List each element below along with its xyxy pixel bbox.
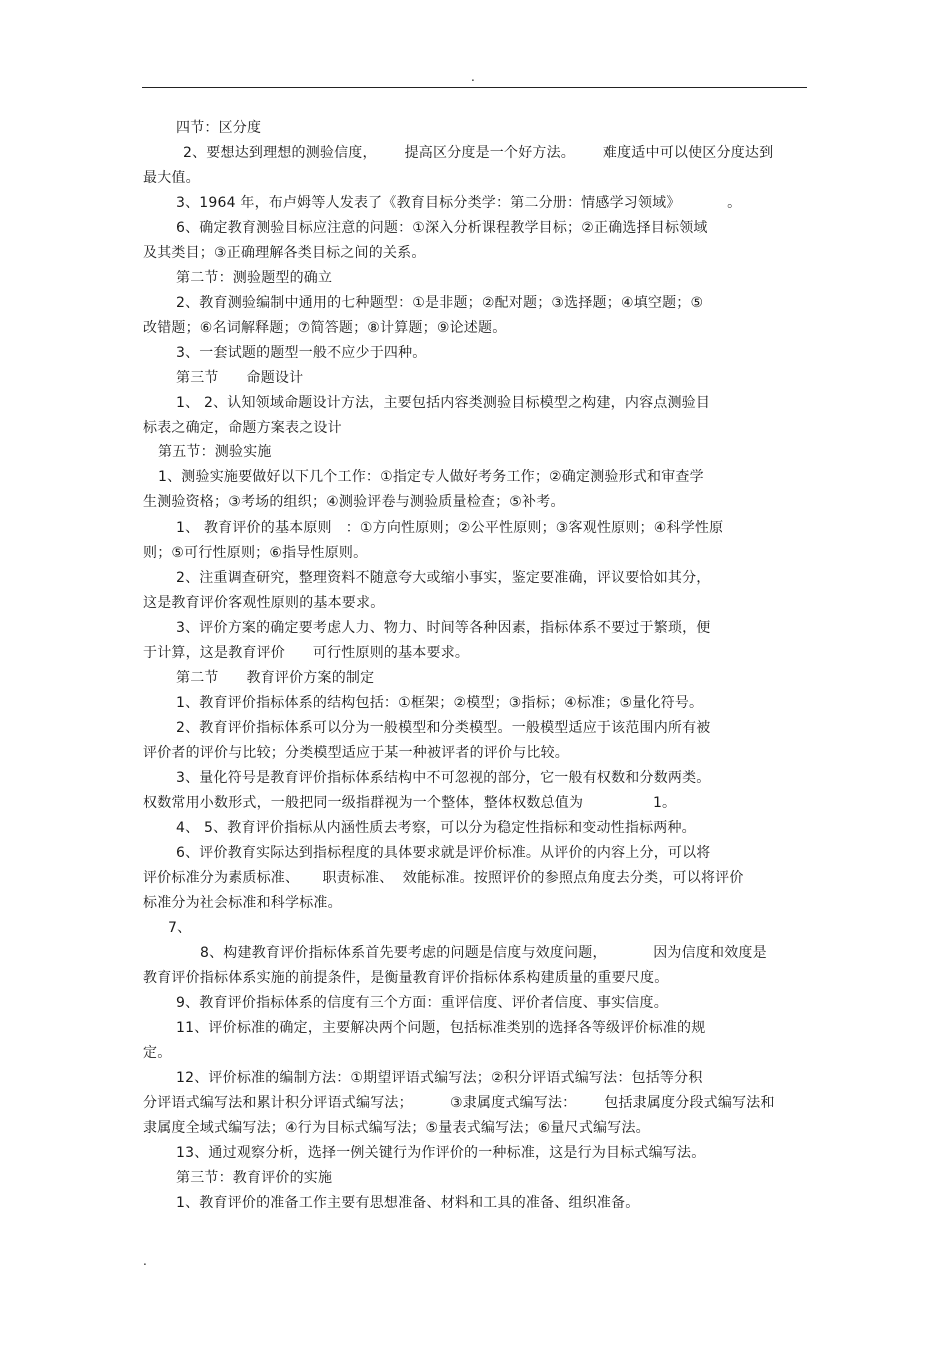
paragraph-line: 6、评价教育实际达到指标程度的具体要求就是评价标准。从评价的内容上分，可以将 [176, 845, 711, 861]
paragraph-line: 1、测验实施要做好以下几个工作：①指定专人做好考务工作；②确定测验形式和审查学 [158, 469, 704, 485]
paragraph-line: 1、 2、认知领域命题设计方法，主要包括内容类测验目标模型之构建，内容点测验目 [176, 395, 711, 411]
paragraph-line: 这是教育评价客观性原则的基本要求。 [143, 595, 385, 611]
paragraph-line: 3、一套试题的题型一般不应少于四种。 [176, 345, 427, 361]
paragraph-line: 则；⑤可行性原则；⑥指导性原则。 [143, 545, 368, 561]
paragraph-line: 2、注重调查研究，整理资料不随意夸大或缩小事实，鉴定要准确，评议要恰如其分， [176, 570, 711, 586]
paragraph-line: 于计算，这是教育评价 可行性原则的基本要求。 [143, 645, 470, 661]
paragraph-line: 11、评价标准的确定，主要解决两个问题，包括标准类别的选择各等级评价标准的规 [176, 1020, 706, 1036]
paragraph-line: 1、 教育评价的基本原则 ：①方向性原则；②公平性原则；③客观性原则；④科学性原 [176, 520, 724, 536]
paragraph-line: 8、构建教育评价指标体系首先要考虑的问题是信度与效度问题， 因为信度和效度是 [200, 945, 767, 961]
paragraph-line: 隶属度全域式编写法；④行为目标式编写法；⑤量表式编写法；⑥量尺式编写法。 [143, 1120, 650, 1136]
paragraph-line: 13、通过观察分析，选择一例关键行为作评价的一种标准，这是行为目标式编写法。 [176, 1145, 706, 1161]
paragraph-line: 1、教育评价指标体系的结构包括：①框架；②模型；③指标；④标准；⑤量化符号。 [176, 695, 704, 711]
paragraph-line: 2、教育评价指标体系可以分为一般模型和分类模型。一般模型适应于该范围内所有被 [176, 720, 711, 736]
section-heading: 第二节：测验题型的确立 [176, 270, 333, 286]
paragraph-line: 3、量化符号是教育评价指标体系结构中不可忽视的部分，它一般有权数和分数两类。 [176, 770, 711, 786]
section-heading: 第二节 教育评价方案的制定 [176, 670, 375, 686]
paragraph-line: 分评语式编写法和累计积分评语式编写法； ③隶属度式编写法： 包括隶属度分段式编写法和 [143, 1095, 775, 1111]
footer-mark: . [143, 1254, 147, 1268]
paragraph-line: 及其类目；③正确理解各类目标之间的关系。 [143, 245, 426, 261]
section-heading: 第三节 命题设计 [176, 370, 304, 386]
paragraph-line: 4、 5、教育评价指标从内涵性质去考察，可以分为稳定性指标和变动性指标两种。 [176, 820, 696, 836]
paragraph-line: 权数常用小数形式，一般把同一级指群视为一个整体，整体权数总值为 1。 [143, 795, 677, 811]
header-rule [142, 87, 807, 88]
paragraph-line: 标表之确定，命题方案表之设计 [143, 420, 342, 436]
paragraph-line: 改错题；⑥名词解释题；⑦简答题；⑧计算题；⑨论述题。 [143, 320, 507, 336]
paragraph-line: 最大值。 [143, 170, 200, 186]
paragraph-line: 生测验资格；③考场的组织；④测验评卷与测验质量检查；⑤补考。 [143, 494, 565, 510]
section-heading: 第三节：教育评价的实施 [176, 1170, 333, 1186]
header-mark: . [471, 70, 475, 84]
paragraph-line: 2、教育测验编制中通用的七种题型：①是非题；②配对题；③选择题；④填空题；⑤ [176, 295, 704, 311]
paragraph-line: 标准分为社会标准和科学标准。 [143, 895, 342, 911]
section-heading: 四节：区分度 [176, 120, 262, 136]
paragraph-line: 6、确定教育测验目标应注意的问题：①深入分析课程教学目标；②正确选择目标领域 [176, 220, 708, 236]
paragraph-line: 7、 [168, 920, 192, 936]
paragraph-line: 9、教育评价指标体系的信度有三个方面：重评信度、评价者信度、事实信度。 [176, 995, 668, 1011]
paragraph-line: 1、教育评价的准备工作主要有思想准备、材料和工具的准备、组织准备。 [176, 1195, 640, 1211]
paragraph-line: 2、要想达到理想的测验信度， 提高区分度是一个好方法。 难度适中可以使区分度达到 [183, 145, 774, 161]
paragraph-line: 评价者的评价与比较；分类模型适应于某一种被评者的评价与比较。 [143, 745, 569, 761]
paragraph-line: 12、评价标准的编制方法：①期望评语式编写法；②积分评语式编写法：包括等分积 [176, 1070, 703, 1086]
paragraph-line: 教育评价指标体系实施的前提条件，是衡量教育评价指标体系构建质量的重要尺度。 [143, 970, 669, 986]
paragraph-line: 3、1964 年，布卢姆等人发表了《教育目标分类学：第二分册：情感学习领域》 。 [176, 195, 742, 211]
paragraph-line: 定。 [143, 1045, 172, 1061]
section-heading: 第五节：测验实施 [158, 444, 272, 460]
paragraph-line: 评价标准分为素质标准、 职责标准、 效能标准。按照评价的参照点角度去分类，可以将评价 [143, 870, 744, 886]
paragraph-line: 3、评价方案的确定要考虑人力、物力、时间等各种因素，指标体系不要过于繁琐，便 [176, 620, 711, 636]
